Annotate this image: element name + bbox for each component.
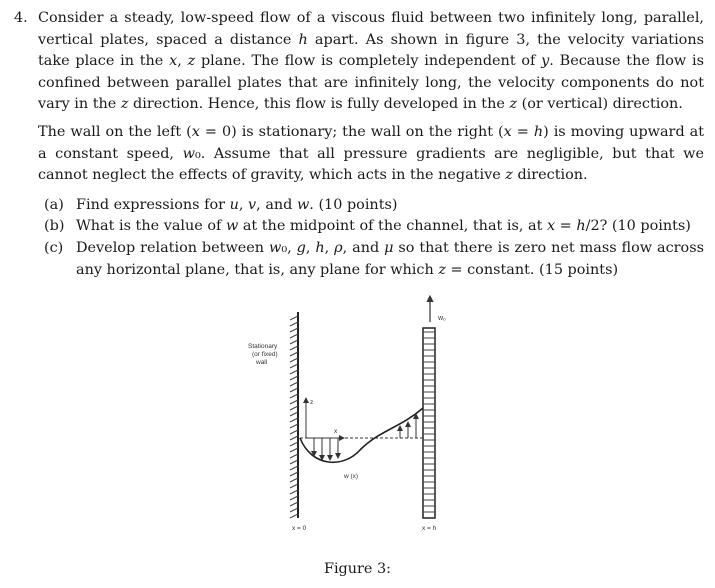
- left-wall-hatch: [290, 352, 298, 356]
- left-wall-hatch: [290, 472, 298, 476]
- part-c-text: Develop relation between w₀, g, h, ρ, and μ so that there is zero net mass flow across any horizontal plane, that is, any plane for which z = constant. (15 points): [76, 239, 704, 278]
- left-wall-hatch: [290, 346, 298, 350]
- problem-number: 4.: [14, 10, 28, 26]
- left-wall-hatch: [290, 370, 298, 374]
- part-a-text: Find expressions for u, v, and w. (10 points): [76, 196, 398, 213]
- left-wall-hatch: [290, 316, 298, 320]
- left-wall-hatch: [290, 328, 298, 332]
- velocity-profile-curve: [300, 408, 423, 462]
- left-wall-hatch: [290, 376, 298, 380]
- wall-label-line3: wall: [256, 359, 268, 366]
- left-wall-hatch: [290, 322, 298, 326]
- wall-speed-label: w₀: [438, 315, 446, 322]
- left-wall-hatch: [290, 358, 298, 362]
- left-wall-hatch: [290, 478, 298, 482]
- left-wall-hatch: [290, 394, 298, 398]
- problem-paragraph-2: The wall on the left (x = 0) is stationary; the wall on the right (x = h) is moving upward at a constant speed, w₀. Assume that all pressure gradients are negligible, but that we cannot neglect the effects of gravity, which acts in the negative z direction.: [38, 123, 705, 184]
- part-a-label: (a): [44, 196, 64, 213]
- part-c-label: (c): [44, 239, 64, 256]
- left-wall-hatch: [290, 502, 298, 506]
- left-wall-hatch: [290, 436, 298, 440]
- left-wall-hatch: [290, 388, 298, 392]
- left-wall-hatch: [290, 448, 298, 452]
- wall-label-line1: Stationary: [248, 343, 278, 350]
- left-wall: [290, 312, 298, 518]
- figure-3-diagram: [240, 290, 460, 540]
- left-wall-hatch: [290, 430, 298, 434]
- left-wall-hatch: [290, 340, 298, 344]
- part-c: [44, 238, 704, 281]
- left-position-label: x = 0: [292, 525, 307, 532]
- left-wall-hatch: [290, 490, 298, 494]
- profile-label: w (x): [344, 473, 359, 480]
- left-wall-hatch: [290, 400, 298, 404]
- left-wall-hatch: [290, 460, 298, 464]
- left-wall-hatch: [290, 514, 298, 518]
- figure-caption: Figure 3:: [323, 561, 392, 577]
- left-wall-hatch: [290, 442, 298, 446]
- part-a: [44, 195, 704, 217]
- right-position-label: x = h: [422, 525, 437, 532]
- problem-paragraph-1: Consider a steady, low-speed flow of a viscous fluid between two infinitely long, parallel, vertical plates, spaced a distance h apart. As shown in figure 3, the velocity variations take place in the x, z plane. The flow is completely independent of y. Because the flow is confined between parallel plates that are infinitely long, the velocity components do not vary in the z direction. Hence, this flow is fully developed in the z (or vertical) direction.: [38, 10, 704, 113]
- left-wall-hatch: [290, 484, 298, 488]
- part-b: [44, 216, 704, 238]
- left-wall-hatch: [290, 406, 298, 410]
- velocity-arrows: [314, 414, 416, 460]
- right-wall: [423, 328, 435, 518]
- problem-parts-list: [44, 195, 704, 281]
- left-wall-hatch: [290, 418, 298, 422]
- left-wall-hatch: [290, 334, 298, 338]
- left-wall-hatch: [290, 496, 298, 500]
- left-wall-hatch: [290, 508, 298, 512]
- part-b-label: (b): [44, 218, 65, 235]
- left-wall-hatch: [290, 382, 298, 386]
- problem-4: [14, 8, 704, 281]
- left-wall-hatch: [290, 424, 298, 428]
- left-wall-hatch: [290, 454, 298, 458]
- left-wall-hatch: [290, 466, 298, 470]
- part-b-text: What is the value of w at the midpoint of the channel, that is, at x = h/2? (10 points): [76, 218, 691, 235]
- wall-label-line2: (or fixed): [252, 351, 278, 358]
- left-wall-hatch: [290, 412, 298, 416]
- x-axis-label: x: [334, 428, 338, 435]
- left-wall-hatch: [290, 364, 298, 368]
- z-axis-label: z: [310, 399, 314, 406]
